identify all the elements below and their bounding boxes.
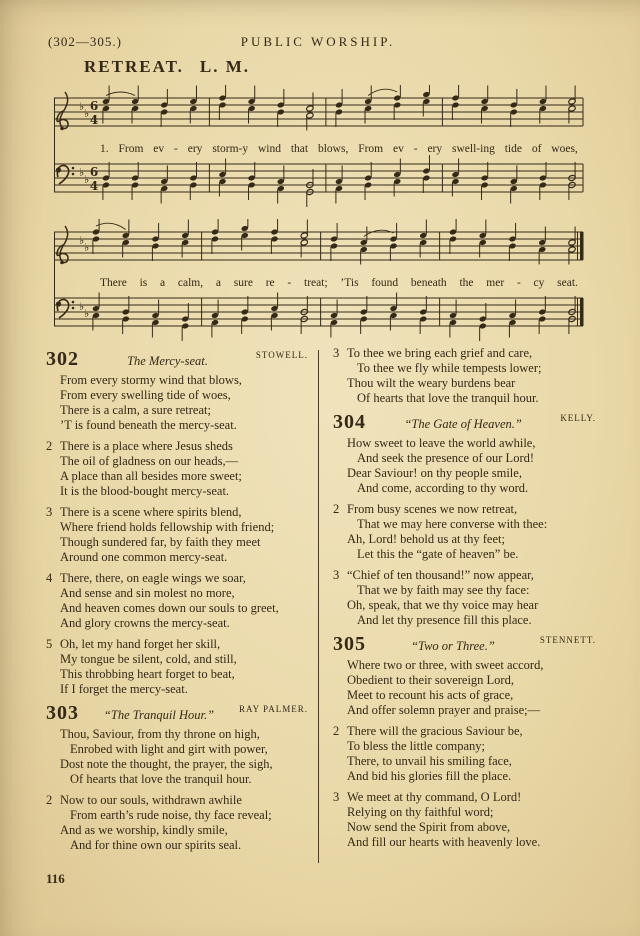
stanza-line: Enrobed with light and girt with power, [70, 742, 268, 756]
stanza-line: If I forget the mercy-seat. [60, 682, 188, 696]
stanza [333, 568, 596, 628]
lyric-word: cy [533, 277, 545, 289]
stanza-line: It is the blood-bought mercy-seat. [60, 484, 230, 498]
stanza-number: 5 [46, 637, 53, 651]
system-barline [54, 232, 55, 326]
bass-staff [46, 292, 594, 340]
stanza-line: And let thy presence fill this place. [357, 613, 532, 627]
hymn-author: RAY PALMER. [238, 704, 308, 714]
stanza-line: And seek the presence of our Lord! [357, 451, 535, 465]
stanza-number: 2 [46, 439, 53, 453]
lyric-word: a [215, 277, 222, 289]
key-signature [79, 234, 89, 254]
stanza-line: And bid his glories fill the place. [347, 769, 512, 783]
hymn-author: STOWELL. [255, 350, 308, 360]
stanza-line: Now send the Spirit from above, [347, 820, 511, 834]
stanza-line: Though sundered far, by faith they meet [60, 535, 261, 549]
lyric-word: storm-y [212, 143, 249, 155]
stanza-line: “Chief of ten thousand!” now appear, [347, 568, 534, 582]
stanza-line: To thee we bring each grief and care, [347, 346, 533, 360]
stanza-line: And as we worship, kindly smile, [60, 823, 228, 837]
key-signature [79, 166, 89, 186]
stanza-line: From every stormy wind that blows, [60, 373, 242, 387]
lyric-word: ev [393, 143, 404, 155]
stanza-line: From every swelling tide of woes, [60, 388, 231, 402]
stanza-number: 3 [333, 568, 340, 582]
lyric-word: ’Tis [340, 277, 359, 289]
svg-text:♭: ♭ [79, 234, 85, 247]
stanza-line: And offer solemn prayer and praise;— [347, 703, 541, 717]
stanza [46, 727, 308, 787]
stanza [333, 658, 596, 718]
stanza-line: Oh, speak, that we thy voice may hear [347, 598, 539, 612]
stanza-number: 3 [46, 505, 53, 519]
music-notation [46, 84, 594, 352]
stanza-line: Obedient to their sovereign Lord, [347, 673, 514, 687]
svg-text:4: 4 [89, 113, 99, 127]
hymn-range: (302—305.) [48, 34, 122, 49]
treble-staff [46, 84, 594, 140]
stanza-line: My tongue be silent, cold, and still, [60, 652, 237, 666]
stanza-line: Of hearts that love the tranquil hour. [70, 772, 252, 786]
lyric-word: - [174, 143, 178, 155]
lyric-word: sure [233, 277, 253, 289]
stanza-line: The oil of gladness on our heads,— [60, 454, 239, 468]
lyric-word: swell-ing [452, 143, 495, 155]
stanza [46, 505, 308, 565]
stanza-line: Relying on thy faithful word; [347, 805, 494, 819]
section-title: PUBLIC WORSHIP. [240, 34, 396, 49]
hymn-author: KELLY. [560, 413, 596, 423]
lyric-word: blows, [317, 143, 349, 155]
stanza-line: There, there, on eagle wings we soar, [60, 571, 246, 585]
lyric-word: a [160, 277, 166, 289]
stanza-line: Oh, let my hand forget her skill, [60, 637, 221, 651]
lyric-word: There [100, 277, 127, 289]
lyric-word: treat; [304, 277, 328, 289]
time-signature [90, 165, 98, 193]
lyric-word: woes, [551, 143, 578, 155]
stanza-number: 3 [333, 346, 340, 360]
lyric-word: - [287, 277, 292, 289]
hymn-header-303 [46, 703, 308, 723]
column-left [46, 346, 318, 863]
lyric-word: ev [153, 143, 165, 155]
stanza-line: And sense and sin molest no more, [60, 586, 235, 600]
stanza-line: Thou, Saviour, from thy throne on high, [60, 727, 260, 741]
system-barline [54, 98, 55, 192]
stanza-line: Dear Saviour! on thy people smile, [347, 466, 522, 480]
lyric-word: 1. [100, 143, 109, 155]
stanza-line: A place than all besides more sweet; [60, 469, 242, 483]
svg-text:♭: ♭ [84, 241, 90, 254]
hymn-number: 302 [46, 348, 79, 370]
stanza-line: How sweet to leave the world awhile, [347, 436, 536, 450]
treble-staff [46, 218, 594, 274]
stanza-number: 3 [333, 790, 340, 804]
hymn-number: 305 [333, 633, 366, 655]
stanza [46, 637, 308, 697]
hymn-title: “Two or Three.” [411, 639, 495, 653]
stanza-line: Thou wilt the weary burdens bear [347, 376, 516, 390]
time-signature [90, 99, 98, 127]
stanza [46, 439, 308, 499]
lyric-word: calm, [177, 277, 204, 289]
hymn-number: 303 [46, 702, 79, 724]
bass-clef-icon [56, 299, 74, 318]
svg-text:♭: ♭ [79, 166, 85, 179]
hymn-header-305 [333, 634, 596, 654]
hymn-header-304 [333, 412, 596, 432]
stanza-line: Now to our souls, withdrawn awhile [60, 793, 242, 807]
hymn-header-302 [46, 349, 308, 369]
stanza-line: Where friend holds fellowship with friend; [60, 520, 275, 534]
stanza [46, 571, 308, 631]
lyric-word: beneath [410, 277, 447, 289]
lyric-word: From [358, 143, 384, 155]
hymn-title: The Mercy-seat. [127, 354, 208, 368]
stanza-number: 2 [333, 724, 340, 738]
lyric-word: - [413, 143, 418, 155]
lyric-line-1 [46, 140, 594, 158]
stanza [333, 436, 596, 496]
key-signature [79, 300, 89, 320]
stanza-line: And come, according to thy word. [357, 481, 529, 495]
stanza [333, 724, 596, 784]
svg-text:♭: ♭ [84, 107, 90, 120]
stanza-number: 2 [333, 502, 340, 516]
lyric-word: wind [257, 143, 281, 155]
stanza-line: There is a calm, a sure retreat; [60, 403, 211, 417]
stanza-number: 4 [46, 571, 53, 585]
stanza-line: From earth’s rude noise, thy face reveal; [70, 808, 272, 822]
svg-text:♭: ♭ [84, 173, 90, 186]
bass-staff [46, 158, 594, 206]
notes-group [92, 219, 576, 265]
lyric-word: From [118, 143, 144, 155]
stanza [333, 346, 596, 406]
svg-text:♭: ♭ [84, 307, 90, 320]
stanza [46, 793, 308, 853]
tune-title-row [84, 57, 250, 77]
lyric-line-2 [46, 274, 594, 292]
tune-meter: L. M. [199, 57, 251, 76]
notes-group [102, 85, 576, 131]
stanza-line: From busy scenes we now retreat, [347, 502, 518, 516]
stanza-line: Of hearts that love the tranquil hour. [357, 391, 539, 405]
page-number: 116 [46, 871, 65, 886]
page-header [46, 34, 590, 52]
music-system-1 [46, 84, 594, 206]
lyric-word: re [265, 277, 275, 289]
lyric-word: ery [427, 143, 443, 155]
svg-text:6: 6 [89, 99, 99, 113]
lyric-word: - [516, 277, 521, 289]
svg-text:♭: ♭ [79, 300, 85, 313]
bass-clef-icon [56, 165, 74, 184]
lyric-word: the [459, 277, 474, 289]
stanza-line: That we may here converse with thee: [357, 517, 548, 531]
hymn-number: 304 [333, 411, 366, 433]
hymn-title: “The Gate of Heaven.” [404, 417, 522, 431]
music-system-2 [46, 218, 594, 340]
svg-text:6: 6 [89, 165, 99, 179]
svg-text:♭: ♭ [79, 100, 85, 113]
stanza-line: And fill our hearts with heavenly love. [347, 835, 541, 849]
stanza [46, 373, 308, 433]
lyric-word: is [139, 277, 148, 289]
stanza-line: Where two or three, with sweet accord, [347, 658, 544, 672]
hymn-title: “The Tranquil Hour.” [103, 708, 215, 722]
stanza-line: Around one common mercy-seat. [60, 550, 228, 564]
lyric-word: tide [504, 143, 522, 155]
stanza-line: And heaven comes down our souls to greet, [60, 601, 279, 615]
lyric-word: seat. [557, 277, 578, 289]
hymn-author: STENNETT. [539, 635, 596, 645]
column-right [319, 346, 596, 863]
lyric-word: ery [187, 143, 203, 155]
tune-name: RETREAT. [84, 57, 184, 76]
lyric-word: that [290, 143, 309, 155]
stanza-line: There is a place where Jesus sheds [60, 439, 233, 453]
stanza-line: There is a scene where spirits blend, [60, 505, 242, 519]
stanza [333, 790, 596, 850]
stanza-line: Meet to recount his acts of grace, [347, 688, 514, 702]
stanza-line: Ah, Lord! behold us at thy feet; [347, 532, 505, 546]
stanza-line: There, to unvail his smiling face, [347, 754, 512, 768]
lyric-word: mer [486, 277, 505, 289]
stanza-line: This throbbing heart forget to beat, [60, 667, 235, 681]
stanza-line: We meet at thy command, O Lord! [347, 790, 522, 804]
stanza-line: And glory crowns the mercy-seat. [60, 616, 230, 630]
text-columns [46, 346, 596, 863]
stanza-number: 2 [46, 793, 53, 807]
lyric-word: of [531, 143, 542, 155]
stanza-line: There will the gracious Saviour be, [347, 724, 523, 738]
lyric-word: found [371, 277, 399, 289]
stanza-line: To bless the little company; [347, 739, 485, 753]
svg-text:4: 4 [89, 179, 99, 193]
stanza-line: To thee we fly while tempests lower; [357, 361, 542, 375]
stanza-line: ’T is found beneath the mercy-seat. [60, 418, 237, 432]
stanza-line: That we by faith may see thy face: [357, 583, 530, 597]
stanza [333, 502, 596, 562]
stanza-line: Dost note the thought, the prayer, the sigh, [60, 757, 273, 771]
stanza-line: And for thine own our spirits seal. [70, 838, 242, 852]
notes-group [92, 293, 576, 342]
key-signature [79, 100, 89, 120]
notes-group [102, 155, 576, 207]
stanza-line: Let this the “gate of heaven” be. [357, 547, 519, 561]
